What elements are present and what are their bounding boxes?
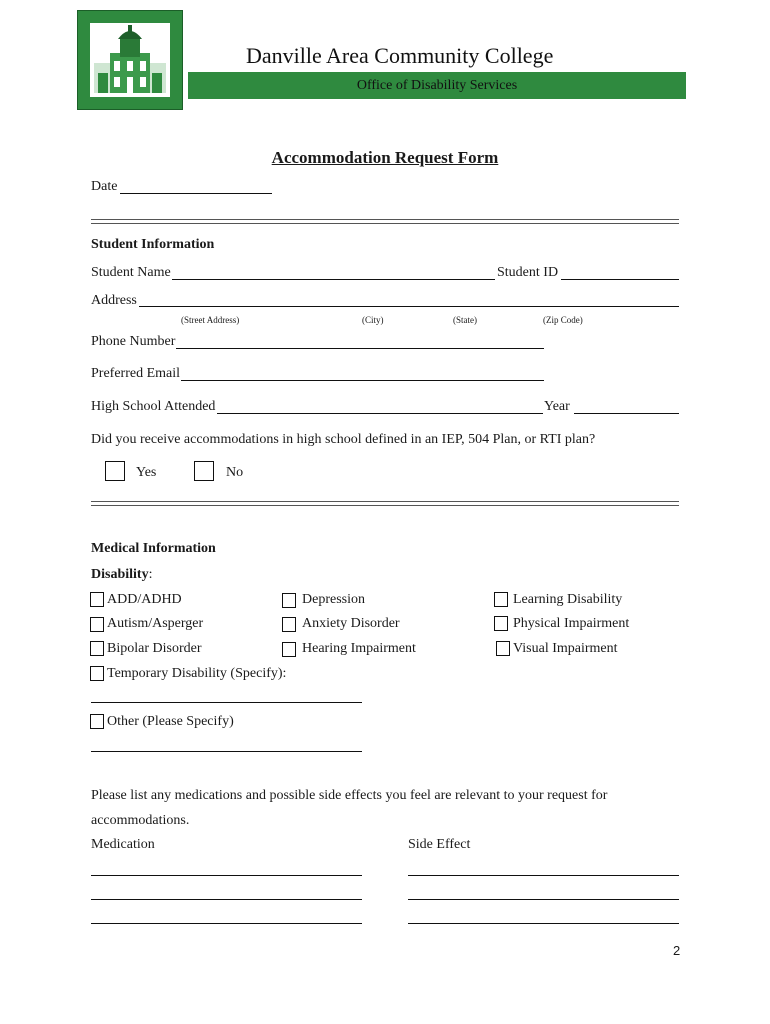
building-icon bbox=[90, 23, 170, 97]
side-effect-column-header: Side Effect bbox=[408, 837, 471, 852]
option-label: Anxiety Disorder bbox=[302, 616, 400, 631]
student-info-heading: Student Information bbox=[91, 237, 215, 252]
page-number: 2 bbox=[673, 943, 681, 958]
checkbox-autism[interactable] bbox=[90, 617, 104, 632]
option-label: Autism/Asperger bbox=[107, 616, 204, 631]
date-label: Date bbox=[91, 179, 118, 194]
student-name-field[interactable] bbox=[172, 279, 495, 280]
medication-field[interactable] bbox=[91, 899, 362, 900]
medication-field[interactable] bbox=[91, 923, 362, 924]
zip-caption: (Zip Code) bbox=[543, 315, 583, 325]
temporary-label: Temporary Disability (Specify): bbox=[107, 666, 287, 681]
temporary-field[interactable] bbox=[91, 702, 362, 703]
yes-label: Yes bbox=[136, 465, 157, 480]
no-checkbox[interactable] bbox=[194, 461, 214, 481]
address-label: Address bbox=[91, 293, 137, 308]
accommodation-question: Did you receive accommodations in high school defined in an IEP, 504 Plan, or RTI plan? bbox=[91, 432, 596, 447]
state-caption: (State) bbox=[453, 315, 477, 325]
city-caption: (City) bbox=[362, 315, 384, 325]
medications-prompt-cont: accommodations. bbox=[91, 813, 190, 828]
checkbox-add-adhd[interactable] bbox=[90, 592, 104, 607]
checkbox-temporary[interactable] bbox=[90, 666, 104, 681]
side-effect-field[interactable] bbox=[408, 899, 679, 900]
high-school-label: High School Attended bbox=[91, 399, 216, 414]
office-name: Office of Disability Services bbox=[356, 78, 518, 93]
email-field[interactable] bbox=[181, 380, 544, 381]
phone-field[interactable] bbox=[176, 348, 544, 349]
student-name-label: Student Name bbox=[91, 265, 171, 280]
date-field[interactable] bbox=[120, 193, 272, 194]
option-label: Depression bbox=[302, 592, 365, 607]
checkbox-visual[interactable] bbox=[496, 641, 510, 656]
phone-label: Phone Number bbox=[91, 334, 176, 349]
checkbox-physical[interactable] bbox=[494, 616, 508, 631]
other-label: Other (Please Specify) bbox=[107, 714, 234, 729]
year-label: Year bbox=[544, 399, 570, 414]
checkbox-learning[interactable] bbox=[494, 592, 508, 607]
disability-label-text: Disability bbox=[91, 567, 149, 582]
option-label: ADD/ADHD bbox=[107, 592, 182, 607]
no-label: No bbox=[226, 465, 244, 480]
medications-prompt: Please list any medications and possible side effects you feel are relevant to your request for bbox=[91, 788, 608, 803]
checkbox-bipolar[interactable] bbox=[90, 641, 104, 656]
disability-label-colon: : bbox=[148, 567, 153, 582]
option-label: Visual Impairment bbox=[513, 641, 618, 656]
checkbox-depression[interactable] bbox=[282, 593, 296, 608]
college-name: Danville Area Community College bbox=[246, 43, 554, 68]
form-title: Accommodation Request Form bbox=[271, 148, 499, 167]
checkbox-anxiety[interactable] bbox=[282, 617, 296, 632]
section-divider bbox=[91, 501, 679, 506]
address-field[interactable] bbox=[139, 306, 679, 307]
student-id-field[interactable] bbox=[561, 279, 679, 280]
side-effect-field[interactable] bbox=[408, 923, 679, 924]
medical-info-heading: Medical Information bbox=[91, 541, 216, 556]
student-id-label: Student ID bbox=[497, 265, 559, 280]
yes-checkbox[interactable] bbox=[105, 461, 125, 481]
disability-label bbox=[91, 567, 152, 583]
option-label: Hearing Impairment bbox=[302, 641, 416, 656]
checkbox-other[interactable] bbox=[90, 714, 104, 729]
medication-field[interactable] bbox=[91, 875, 362, 876]
street-caption: (Street Address) bbox=[181, 315, 240, 325]
side-effect-field[interactable] bbox=[408, 875, 679, 876]
college-logo bbox=[77, 10, 183, 110]
option-label: Bipolar Disorder bbox=[107, 641, 202, 656]
option-label: Learning Disability bbox=[513, 592, 623, 607]
medication-column-header: Medication bbox=[91, 837, 155, 852]
checkbox-hearing[interactable] bbox=[282, 642, 296, 657]
email-label: Preferred Email bbox=[91, 366, 181, 381]
option-label: Physical Impairment bbox=[513, 616, 630, 631]
high-school-field[interactable] bbox=[217, 413, 543, 414]
year-field[interactable] bbox=[574, 413, 679, 414]
other-field[interactable] bbox=[91, 751, 362, 752]
section-divider bbox=[91, 219, 679, 224]
